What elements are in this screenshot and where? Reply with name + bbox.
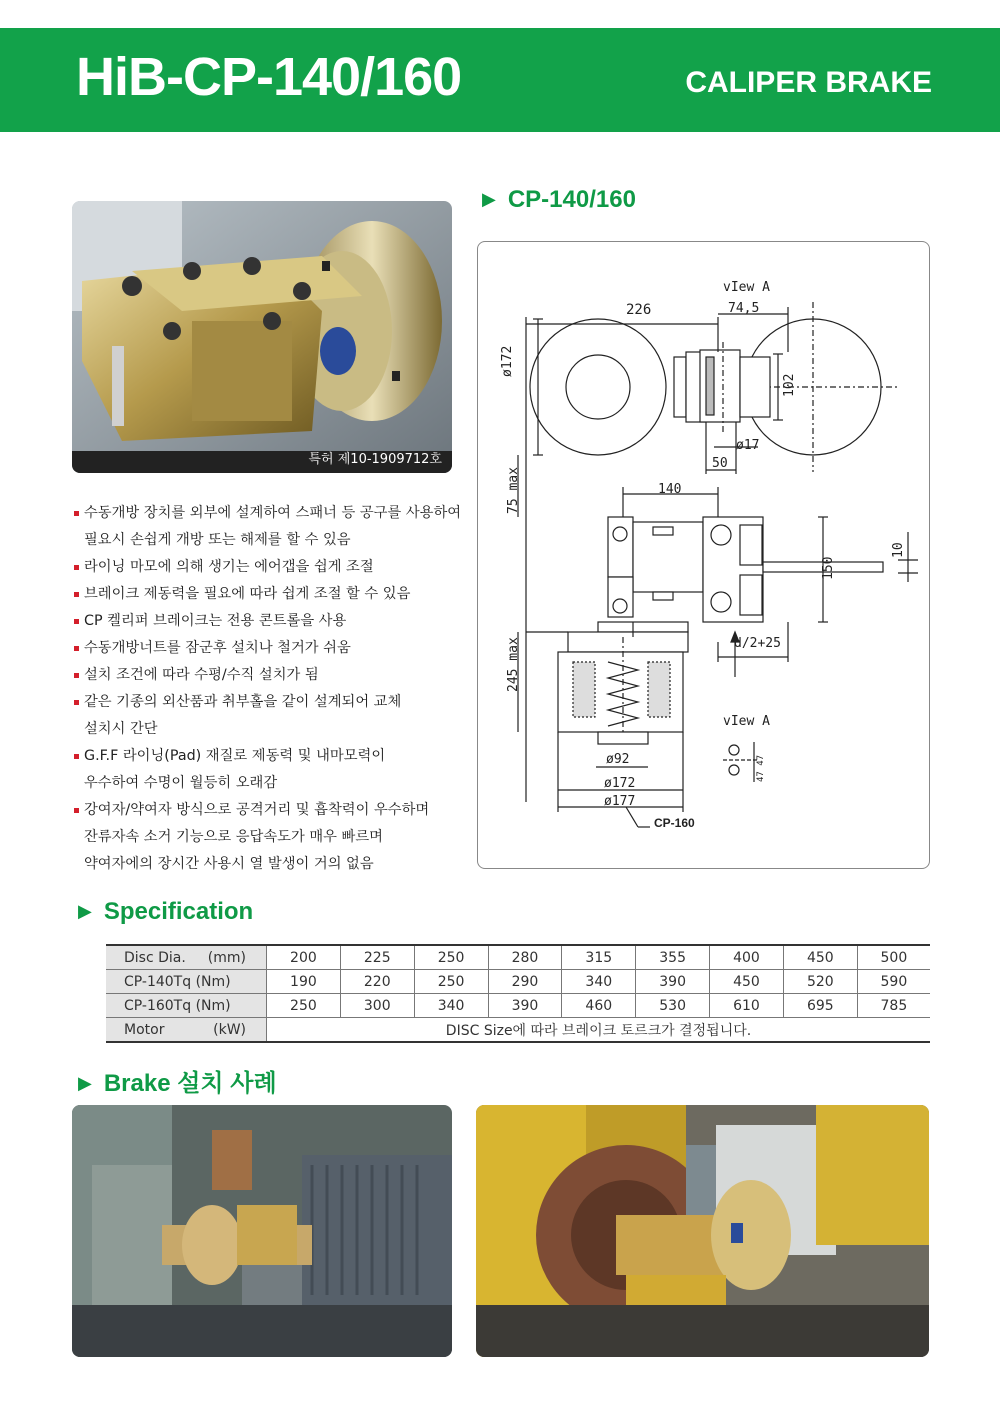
spec-unit-text: (kW) (213, 1021, 246, 1038)
product-photo (72, 201, 452, 473)
feature-text: 라이닝 마모에 의해 생기는 에어갭을 쉽게 조절 (84, 559, 374, 575)
spec-cell: 340 (562, 970, 636, 994)
dim-10: 10 (891, 542, 906, 558)
spec-table (106, 944, 930, 1043)
dim-150: 150 (821, 556, 836, 580)
dim-47-47: 47 47 (756, 754, 766, 782)
dim-50: 50 (712, 456, 728, 471)
spec-row-label (106, 1018, 267, 1043)
dim-172: ø172 (500, 345, 515, 377)
spec-row-label (106, 994, 267, 1018)
spec-cell: 250 (414, 970, 488, 994)
spec-row (106, 945, 930, 970)
triangle-bullet-icon: ▶ (78, 1073, 92, 1093)
dim-17: ø17 (736, 438, 760, 453)
spec-motor-note: DISC Size에 따라 브레이크 토르크가 결정됩니다. (267, 1018, 931, 1043)
feature-text: 잔류자속 소거 기능으로 응답속도가 매우 빠르며 (84, 829, 383, 845)
product-kind-title: CALIPER BRAKE (685, 66, 932, 99)
spec-cell: 590 (857, 970, 930, 994)
square-bullet-icon (74, 619, 79, 624)
square-bullet-icon (74, 808, 79, 813)
feature-text: 우수하여 수명이 월등히 오래감 (84, 775, 278, 791)
square-bullet-icon (74, 565, 79, 570)
install-photo-1 (72, 1105, 452, 1357)
technical-drawing (477, 241, 930, 869)
feature-text: 약여자에의 장시간 사용시 열 발생이 거의 없음 (84, 856, 374, 872)
caliper-brake-photo (72, 201, 452, 473)
feature-text: 필요시 손쉽게 개방 또는 해제를 할 수 있음 (84, 532, 351, 548)
feature-item (74, 554, 464, 581)
square-bullet-icon (74, 511, 79, 516)
feature-text: 브레이크 제동력을 필요에 따라 쉽게 조절 할 수 있음 (84, 586, 411, 602)
feature-text: CP 켈리퍼 브레이크는 전용 콘트롤을 사용 (84, 613, 347, 629)
dim-74-5: 74,5 (728, 301, 760, 316)
spec-label-text: CP-160Tq (Nm) (124, 997, 231, 1014)
spec-cell: 530 (636, 994, 710, 1018)
spec-cell: 225 (340, 945, 414, 970)
spec-cell: 500 (857, 945, 930, 970)
spec-cell: 390 (636, 970, 710, 994)
spec-cell: 450 (710, 970, 784, 994)
feature-item (74, 581, 464, 608)
spec-cell: 250 (267, 994, 341, 1018)
feature-item (74, 635, 464, 662)
spec-cell: 460 (562, 994, 636, 1018)
feature-text: 강여자/약여자 방식으로 공격거리 및 흡착력이 우수하며 (84, 802, 430, 818)
install-photo-motor-indoor (72, 1105, 452, 1357)
square-bullet-icon (74, 646, 79, 651)
patent-number: 특허 제10-1909712호 (308, 452, 442, 467)
install-photo-2 (476, 1105, 929, 1357)
disc-hole-left (566, 355, 630, 419)
spec-row-motor (106, 1018, 930, 1043)
spec-row-label (106, 970, 267, 994)
spec-row (106, 994, 930, 1018)
feature-text: G.F.F 라이닝(Pad) 재질로 제동력 및 내마모력이 (84, 748, 386, 764)
spec-cell: 315 (562, 945, 636, 970)
spec-cell: 695 (783, 994, 857, 1018)
spec-label-text: Disc Dia. (124, 949, 186, 966)
feature-item (74, 662, 464, 689)
spec-cell: 200 (267, 945, 341, 970)
feature-text: 수동개방너트를 잠군후 설치나 철거가 쉬움 (84, 640, 351, 656)
header-band (0, 28, 1000, 132)
spec-section-title: ▶ Specification (78, 898, 254, 925)
dim-172-bottom: ø172 (604, 776, 636, 791)
dim-245-max: 245 max (506, 637, 521, 692)
feature-list (74, 500, 464, 878)
dim-140: 140 (658, 482, 682, 497)
feature-item (74, 608, 464, 635)
square-bullet-icon (74, 754, 79, 759)
dim-102: 102 (782, 373, 797, 397)
spec-cell: 280 (488, 945, 562, 970)
dim-d2-25: d/2+25 (734, 636, 781, 651)
dim-226: 226 (626, 302, 652, 318)
label-cp-160: CP-160 (654, 816, 695, 830)
feature-item (74, 743, 464, 797)
feature-text: 같은 기종의 외산품과 취부홀을 같이 설계되어 교체 (84, 694, 402, 710)
feature-text: 수동개방 장치를 외부에 설계하여 스패너 등 공구를 사용하여 (84, 505, 462, 521)
spec-cell: 220 (340, 970, 414, 994)
spec-cell: 300 (340, 994, 414, 1018)
triangle-bullet-icon: ▶ (78, 901, 92, 921)
feature-item (74, 689, 464, 743)
feature-item (74, 797, 464, 878)
square-bullet-icon (74, 700, 79, 705)
drawing-section-title: ▶ CP-140/160 (482, 186, 636, 213)
dim-177: ø177 (604, 794, 636, 809)
dim-92: ø92 (606, 752, 630, 767)
spec-cell: 390 (488, 994, 562, 1018)
spec-cell: 355 (636, 945, 710, 970)
disc-outline-left (530, 319, 666, 455)
spec-cell: 250 (414, 945, 488, 970)
feature-text: 설치 조건에 따라 수평/수직 설치가 됨 (84, 667, 319, 683)
feature-item (74, 500, 464, 554)
spec-cell: 450 (783, 945, 857, 970)
dim-75-max: 75 max (506, 467, 521, 514)
spec-cell: 610 (710, 994, 784, 1018)
square-bullet-icon (74, 673, 79, 678)
install-photo-yellow-frame (476, 1105, 929, 1357)
square-bullet-icon (74, 592, 79, 597)
spec-row-label (106, 945, 267, 970)
feature-text: 설치시 간단 (84, 721, 158, 737)
spec-cell: 340 (414, 994, 488, 1018)
dim-view-a-top: vIew A (723, 280, 770, 295)
spec-label-text: Motor (124, 1021, 165, 1038)
spec-cell: 785 (857, 994, 930, 1018)
spec-cell: 190 (267, 970, 341, 994)
product-model-title: HiB-CP-140/160 (76, 47, 462, 107)
install-section-title: ▶ Brake 설치 사례 (78, 1070, 277, 1097)
spec-unit-text: (mm) (207, 949, 246, 966)
spec-row (106, 970, 930, 994)
dimension-drawing (478, 242, 929, 868)
triangle-bullet-icon: ▶ (482, 189, 496, 209)
spec-cell: 290 (488, 970, 562, 994)
dim-view-a-bottom: vIew A (723, 714, 770, 729)
spec-cell: 520 (783, 970, 857, 994)
spec-label-text: CP-140Tq (Nm) (124, 973, 231, 990)
spec-cell: 400 (710, 945, 784, 970)
